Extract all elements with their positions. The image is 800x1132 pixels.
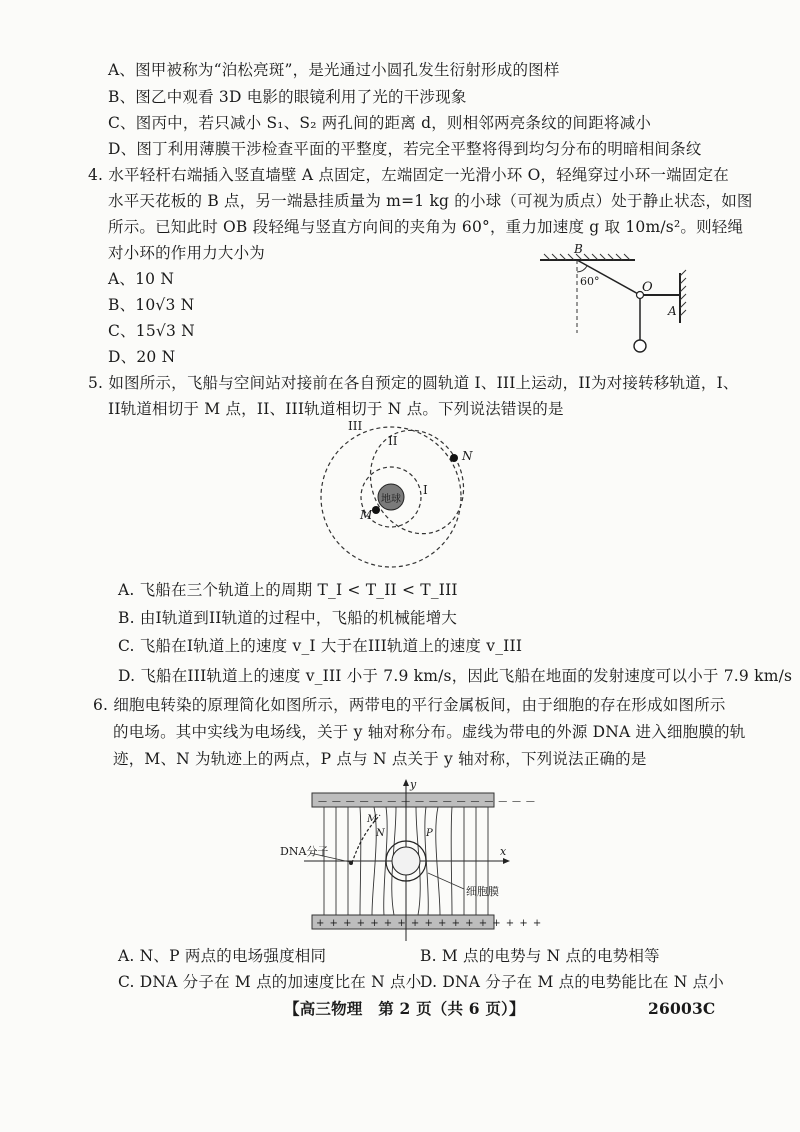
dna-label: DNA分子 [280, 845, 329, 858]
q5-stem-line-1: 5. 如图所示，飞船与空间站对接前在各自预定的圆轨道 I、III上运动，II为对接转移轨道，I、 [88, 374, 739, 392]
q5-orbit-figure [300, 420, 500, 595]
q4-option-c: C、15√3 N [108, 322, 195, 340]
orbit-i-label: I [423, 483, 428, 497]
q6-stem-line-2: 的电场。其中实线为电场线，关于 y 轴对称分布。虚线为带电的外源 DNA 进入细胞膜的轨 [113, 723, 746, 741]
q5-option-d: D. 飞船在III轨道上的速度 v_III 小于 7.9 km/s，因此飞船在地面的发射速度可以小于 7.9 km/s [118, 667, 793, 685]
q3-option-c: C、图丙中，若只减小 S₁、S₂ 两孔间的距离 d，则相邻两亮条纹的间距将减小 [108, 114, 652, 132]
q5-option-c: C. 飞船在I轨道上的速度 v_I 大于在III轨道上的速度 v_III [118, 637, 523, 655]
q5-stem-line-2: II轨道相切于 M 点，II、III轨道相切于 N 点。下列说法错误的是 [108, 400, 564, 418]
q6-label-n: N [376, 828, 385, 839]
n-label: N [462, 449, 473, 463]
q6-stem-line-1: 6. 细胞电转染的原理简化如图所示，两带电的平行金属板间，由于细胞的存在形成如图所示 [93, 696, 726, 714]
point-m [372, 506, 380, 514]
q4-stem-line-1: 4. 水平轻杆右端插入竖直墙壁 A 点固定，左端固定一光滑小环 O，轻绳穿过小环一端固定在 [88, 166, 729, 184]
q6-label-m: M [367, 814, 378, 825]
q5-option-a: A. 飞船在三个轨道上的周期 T_I < T_II < T_III [118, 581, 458, 599]
q4-label-a: A [668, 304, 677, 318]
point-n [450, 454, 458, 462]
q5-option-b: B. 由I轨道到II轨道的过程中，飞船的机械能增大 [118, 609, 458, 627]
earth-label: 地球 [381, 494, 401, 505]
q3-option-a: A、图甲被称为“泊松亮斑”，是光通过小圆孔发生衍射形成的图样 [108, 61, 560, 79]
q6-stem-line-3: 迹，M、N 为轨迹上的两点，P 点与 N 点关于 y 轴对称，下列说法正确的是 [113, 750, 647, 768]
q4-label-o: O [642, 280, 653, 295]
q4-stem-line-3: 所示。已知此时 OB 段轻绳与竖直方向间的夹角为 60°，重力加速度 g 取 10m/s²。则轻绳 [108, 218, 744, 236]
orbit-ii-label: II [388, 434, 398, 448]
negative-plate-signs: — — — — — — — — — — — — — — — — [318, 797, 536, 807]
cell-nucleus [392, 847, 420, 875]
membrane-label: 细胞膜 [466, 885, 499, 898]
orbit-iii-label: III [348, 419, 363, 433]
q4-figure [530, 238, 710, 363]
q6-label-p: P [426, 828, 433, 839]
q6-label-y: y [410, 778, 417, 791]
q4-stem-line-2: 水平天花板的 B 点，另一端悬挂质量为 m=1 kg 的小球（可视为质点）处于静止状态，如图 [108, 192, 753, 210]
orbit-ii [354, 415, 480, 549]
q4-angle-label: 60° [580, 275, 600, 288]
q4-option-a: A、10 N [108, 270, 175, 288]
q3-option-b: B、图乙中观看 3D 电影的眼镜利用了光的干涉现象 [108, 88, 467, 106]
q6-option-a: A. N、P 两点的电场强度相同 [118, 947, 327, 965]
page-footer: 【高三物理 第 2 页（共 6 页）】 [284, 999, 525, 1018]
q6-label-x: x [500, 845, 507, 858]
q4-stem-line-4: 对小环的作用力大小为 [108, 244, 266, 262]
q6-option-c: C. DNA 分子在 M 点的加速度比在 N 点小 [118, 973, 422, 991]
q4-option-b: B、10√3 N [108, 296, 195, 314]
q3-option-d: D、图丁利用薄膜干涉检查平面的平整度，若完全平整将得到均匀分布的明暗相间条纹 [108, 140, 702, 158]
q6-field-figure [280, 775, 543, 945]
q4-option-d: D、20 N [108, 348, 176, 366]
q6-option-d: D. DNA 分子在 M 点的电势能比在 N 点小 [420, 973, 724, 991]
paper-code: 26003C [648, 999, 716, 1018]
positive-plate-signs: + + + + + + + + + + + + + + + + + [316, 918, 543, 929]
q6-option-b: B. M 点的电势与 N 点的电势相等 [420, 947, 660, 965]
m-label: M [360, 508, 373, 522]
q4-label-b: B [574, 242, 583, 256]
